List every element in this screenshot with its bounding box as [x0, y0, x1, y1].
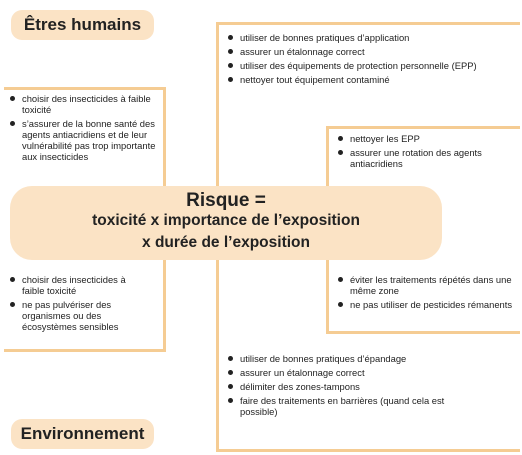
list-item: utiliser des équipements de protection personnelle (EPP) [226, 60, 510, 71]
bracket-left-upper-top [4, 87, 166, 90]
list-item: utiliser de bonnes pratiques d’épandage [226, 353, 476, 364]
bracket-left-lower-bottom [4, 349, 166, 352]
list-item: assurer un étalonnage correct [226, 367, 476, 378]
list-item: s’assurer de la bonne santé des agents antiacridiens et de leur vulnérabilité pas trop importante aux insecticides [8, 118, 158, 162]
list-item: ne pas utiliser de pesticides rémanents [336, 299, 516, 310]
risk-formula-line-2: x durée de l’exposition [142, 234, 310, 251]
list-item: assurer un étalonnage correct [226, 46, 510, 57]
list-right-lower [336, 274, 516, 313]
list-top-right [226, 32, 510, 88]
risk-formula-box [10, 186, 442, 260]
risk-formula-title: Risque = [186, 190, 266, 211]
list-left-upper [8, 93, 158, 165]
label-environnement: Environnement [11, 419, 154, 449]
list-right-upper [336, 133, 516, 172]
list-item: délimiter des zones-tampons [226, 381, 476, 392]
list-item: ne pas pulvériser des organismes ou des écosystèmes sensibles [8, 299, 148, 332]
bracket-right-lower-bottom [326, 331, 520, 334]
bracket-right-upper-top [326, 126, 520, 129]
list-item: assurer une rotation des agents antiacridiens [336, 147, 516, 169]
list-item: nettoyer tout équipement contaminé [226, 74, 510, 85]
list-item: choisir des insecticides à faible toxicité [8, 274, 148, 296]
list-left-lower [8, 274, 148, 335]
bracket-right-upper-side [326, 126, 329, 187]
risk-formula-line-1: toxicité x importance de l’exposition [92, 212, 360, 229]
list-item: choisir des insecticides à faible toxicité [8, 93, 158, 115]
list-item: éviter les traitements répétés dans une même zone [336, 274, 516, 296]
list-bottom-right [226, 353, 476, 420]
horizontal-connector-bottom [216, 449, 520, 452]
bracket-right-lower-side [326, 259, 329, 334]
horizontal-connector-top [216, 22, 520, 25]
bracket-left-lower-side [163, 259, 166, 351]
list-item: nettoyer les EPP [336, 133, 516, 144]
bracket-left-upper-side [163, 87, 166, 187]
vertical-connector-top [216, 22, 219, 186]
label-etres-humains: Êtres humains [11, 10, 154, 40]
list-item: faire des traitements en barrières (quand cela est possible) [226, 395, 476, 417]
list-item: utiliser de bonnes pratiques d’application [226, 32, 510, 43]
vertical-connector-bottom [216, 259, 219, 451]
